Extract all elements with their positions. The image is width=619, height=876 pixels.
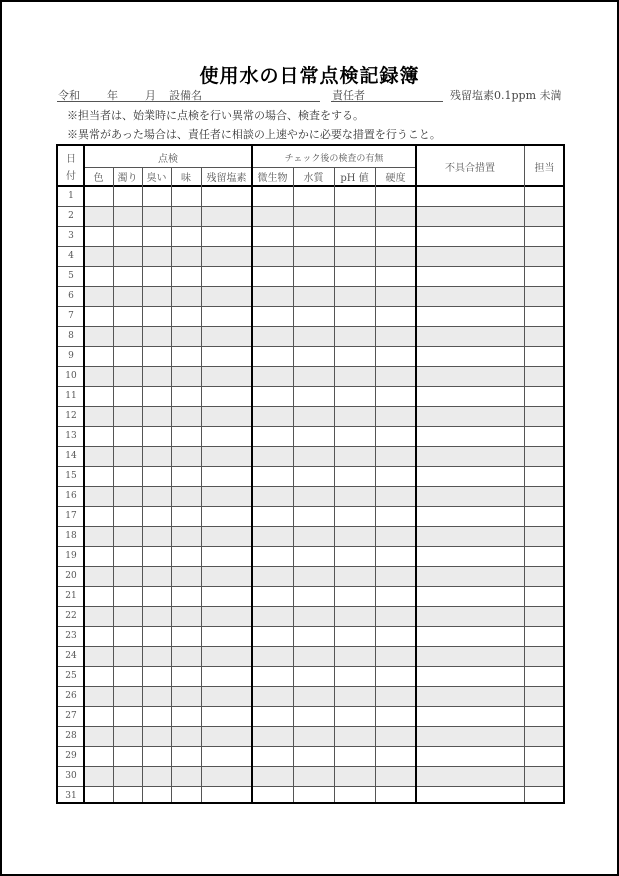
col-header-turbidity: 濁り <box>117 173 138 184</box>
shaded-row <box>84 486 563 506</box>
col-header-hardness: 硬度 <box>385 173 406 184</box>
facility-underline <box>57 101 320 102</box>
row-rule <box>58 506 563 507</box>
col-header-odor: 臭い <box>146 173 167 184</box>
month-label: 月 <box>145 89 156 102</box>
day-number: 8 <box>68 331 74 341</box>
day-number: 31 <box>65 791 77 801</box>
row-rule <box>58 626 563 627</box>
shaded-row <box>84 566 563 586</box>
row-rule <box>58 426 563 427</box>
day-number: 6 <box>68 291 74 301</box>
day-number: 2 <box>68 211 74 221</box>
row-rule <box>58 686 563 687</box>
day-number: 3 <box>68 231 74 241</box>
chlorine-note: 残留塩素0.1ppm 未満 <box>450 89 562 102</box>
row-rule <box>58 746 563 747</box>
era-label: 令和 <box>58 89 80 102</box>
day-number: 19 <box>65 551 77 561</box>
day-number: 22 <box>65 611 77 621</box>
day-number: 23 <box>65 631 77 641</box>
day-number: 26 <box>65 691 77 701</box>
shaded-row <box>84 686 563 706</box>
row-rule <box>58 546 563 547</box>
shaded-row <box>84 726 563 746</box>
column-rule <box>334 167 335 802</box>
column-rule <box>293 167 294 802</box>
shaded-row <box>84 406 563 426</box>
note-abnormal: ※異常があった場合は、責任者に相談の上速やかに必要な措置を行うこと。 <box>67 128 441 141</box>
col-header-microorganisms: 微生物 <box>257 173 288 184</box>
day-number: 5 <box>68 271 74 281</box>
header-bottom-rule <box>58 185 563 187</box>
row-rule <box>58 666 563 667</box>
defect-measures-header: 不具合措置 <box>445 162 495 174</box>
day-number: 12 <box>65 411 77 421</box>
row-rule <box>58 306 563 307</box>
col-header-ph: pH 値 <box>340 173 369 184</box>
day-number: 28 <box>65 731 77 741</box>
manager-label: 責任者 <box>332 89 365 102</box>
row-rule <box>58 586 563 587</box>
row-rule <box>58 346 563 347</box>
row-rule <box>58 606 563 607</box>
year-label: 年 <box>107 89 118 102</box>
day-number: 17 <box>65 511 77 521</box>
col-header-residual-chlorine: 残留塩素 <box>206 173 247 184</box>
day-number: 30 <box>65 771 77 781</box>
day-number: 15 <box>65 471 77 481</box>
day-number: 27 <box>65 711 77 721</box>
row-rule <box>58 646 563 647</box>
shaded-row <box>84 446 563 466</box>
day-number: 16 <box>65 491 77 501</box>
column-rule <box>201 167 202 802</box>
row-rule <box>58 286 563 287</box>
after-check-group-header: チェック後の検査の有無 <box>284 153 384 164</box>
section-divider <box>251 146 253 802</box>
note-inspection: ※担当者は、始業時に点検を行い異常の場合、検査をする。 <box>67 109 364 122</box>
facility-label: 設備名 <box>169 89 202 102</box>
day-number: 7 <box>68 311 74 321</box>
shaded-row <box>84 206 563 226</box>
day-number: 14 <box>65 451 77 461</box>
col-header-taste: 味 <box>181 173 191 184</box>
column-rule <box>113 167 114 802</box>
day-number: 10 <box>65 371 77 381</box>
row-rule <box>58 466 563 467</box>
row-rule <box>58 486 563 487</box>
section-divider <box>415 146 417 802</box>
manager-underline <box>331 101 443 102</box>
row-rule <box>58 726 563 727</box>
day-number: 4 <box>68 251 74 261</box>
col-header-water-quality: 水質 <box>303 173 324 184</box>
day-header-top: 日 <box>66 153 76 165</box>
shaded-row <box>84 646 563 666</box>
day-number: 24 <box>65 651 77 661</box>
row-rule <box>58 366 563 367</box>
day-number: 20 <box>65 571 77 581</box>
column-rule <box>171 167 172 802</box>
day-number: 9 <box>68 351 74 361</box>
shaded-row <box>84 366 563 386</box>
row-rule <box>58 786 563 787</box>
day-number: 29 <box>65 751 77 761</box>
row-rule <box>58 766 563 767</box>
row-rule <box>58 526 563 527</box>
subheader-rule <box>84 167 416 168</box>
shaded-row <box>84 326 563 346</box>
day-number: 1 <box>68 191 74 201</box>
page-title: 使用水の日常点検記録簿 <box>199 65 420 87</box>
day-number: 13 <box>65 431 77 441</box>
row-rule <box>58 246 563 247</box>
day-number: 18 <box>65 531 77 541</box>
shaded-row <box>84 526 563 546</box>
column-rule <box>375 167 376 802</box>
column-rule <box>524 146 525 802</box>
row-rule <box>58 266 563 267</box>
row-rule <box>58 706 563 707</box>
row-rule <box>58 326 563 327</box>
col-header-color: 色 <box>93 173 104 184</box>
record-table <box>56 144 565 804</box>
day-number: 11 <box>65 391 77 401</box>
day-header-bottom: 付 <box>66 170 76 182</box>
shaded-row <box>84 766 563 786</box>
shaded-row <box>84 246 563 266</box>
person-in-charge-header: 担当 <box>534 162 555 174</box>
row-rule <box>58 406 563 407</box>
inspection-group-header: 点検 <box>158 153 178 165</box>
shaded-row <box>84 606 563 626</box>
row-rule <box>58 226 563 227</box>
column-rule <box>142 167 143 802</box>
day-number: 25 <box>65 671 77 681</box>
row-rule <box>58 206 563 207</box>
day-number: 21 <box>65 591 77 601</box>
row-rule <box>58 386 563 387</box>
row-rule <box>58 446 563 447</box>
row-rule <box>58 566 563 567</box>
shaded-row <box>84 286 563 306</box>
